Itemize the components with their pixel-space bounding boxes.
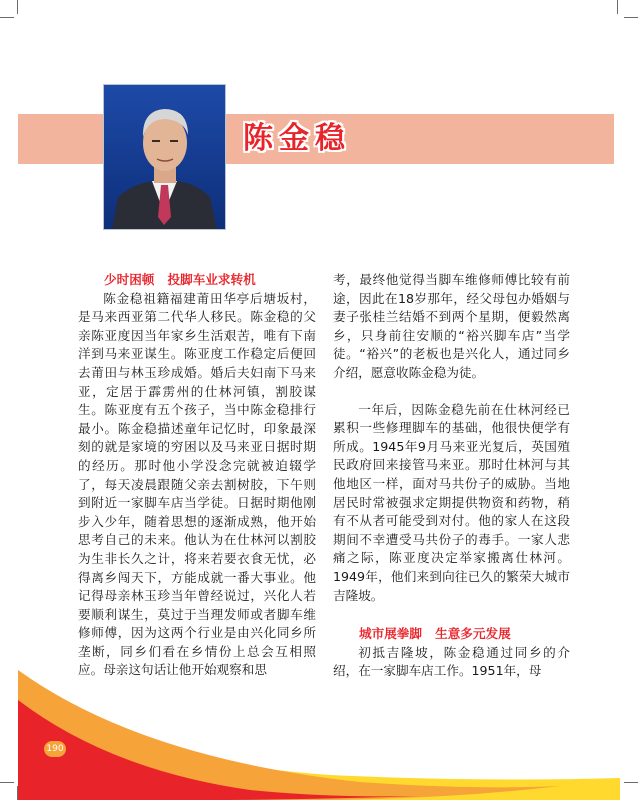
crop-mark	[17, 0, 18, 14]
footer-swoosh-decoration	[0, 640, 638, 800]
section-heading: 少时困顿 投脚车业求转机	[104, 272, 256, 287]
crop-mark	[0, 17, 14, 18]
paragraph: 初抵吉隆坡，陈金稳通过同乡的介绍，在一家脚车店工作。1951年，母	[333, 644, 570, 679]
section-heading: 城市展拳脚 生意多元发展	[359, 626, 511, 642]
text-column-right	[333, 271, 570, 681]
text-column-left	[78, 271, 316, 680]
spacer	[333, 383, 570, 401]
spacer	[333, 605, 570, 625]
portrait-photo	[103, 84, 226, 230]
crop-mark	[624, 17, 638, 18]
paragraph: 陈金稳祖籍福建莆田华亭后塘坂村，是马来西亚第二代华人移民。陈金稳的父亲陈亚度因当年家乡生活艰苦，唯有下南洋到马来亚谋生。陈亚度工作稳定后便回去莆田与林玉珍成婚。婚后夫妇南下马来亚，定居于霹雳州的仕林河镇，割胶谋生。陈亚度有五个孩子，当中陈金稳排行最小。陈金稳描述童年记忆时，印象最深刻的就是家境的穷困以及马来亚日据时期的经历。那时他小学没念完就被迫辍学了，每天凌晨跟随父亲去割树胶，下午则到附近一家脚车店当学徒。日据时期他刚步入少年，随着思想的逐渐成熟，他开始思考自己的未来。他认为在仕林河以割胶为生非长久之计，将来若要衣食无忧，必得离乡闯天下，方能成就一番大事业。他记得母亲林玉珍当年曾经说过，兴化人若要顺利谋生，莫过于当理发师或者脚车维修师傅，因为这两个行业是由兴化同乡所垄断，同乡们看在乡情份上总会互相照应。母亲这句话让他开始观察和思	[78, 290, 316, 678]
person-name: 陈金稳	[243, 121, 351, 156]
paragraph: 一年后，因陈金稳先前在仕林河经已累积一些修理脚车的基础，他很快便学有所成。1945年9月马来亚光复后，英国殖民政府回来接管马来亚。那时仕林河与其他地区一样，面对马共份子的威胁。当地居民时常被强求定期提供物资和药物，稍有不从者可能受到对付。他的家人在这段期间不幸遭受马共份子的毒手。一家人悲痛之际，陈亚度决定举家搬离仕林河。1949年，他们来到向往已久的繁荣大城市吉隆坡。	[333, 401, 570, 603]
crop-mark	[617, 0, 618, 14]
paragraph-continued: 考，最终他觉得当脚车维修师傅比较有前途，因此在18岁那年，经父母包办婚姻与妻子张桂兰结婚不到两个星期，便毅然离乡，只身前往安顺的“裕兴脚车店”当学徒。“裕兴”的老板也是兴化人，通过同乡介绍，愿意收陈金稳为徒。	[333, 272, 570, 380]
page-number: 190	[46, 744, 64, 754]
